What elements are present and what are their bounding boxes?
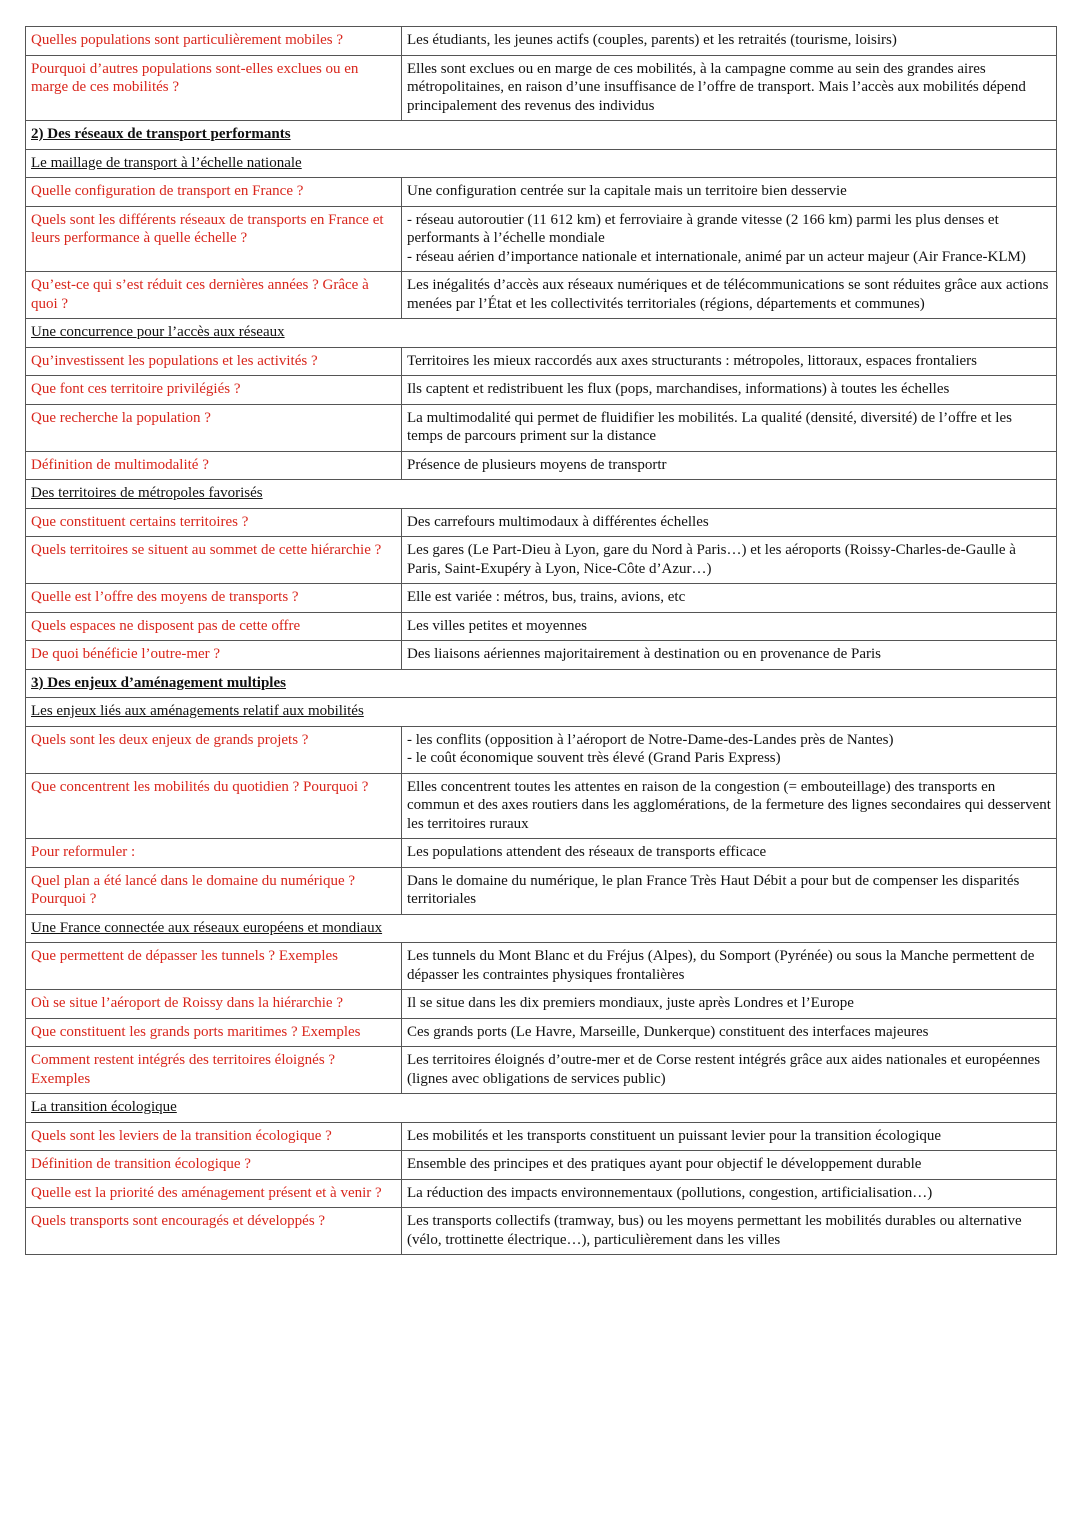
qa-row (26, 773, 1057, 839)
answer-line: La réduction des impacts environnementaux (pollutions, congestion, artificialisation…) (407, 1184, 933, 1201)
answer-line: Ils captent et redistribuent les flux (pops, marchandises, informations) à toutes les échelles (407, 381, 950, 397)
question-cell: Quels espaces ne disposent pas de cette offre (26, 612, 402, 641)
answer-cell (402, 1122, 1057, 1151)
answer-cell (402, 1208, 1057, 1255)
subsection-heading: Des territoires de métropoles favorisés (26, 480, 1057, 509)
revision-table (25, 26, 1057, 1255)
answer-line: Elles sont exclues ou en marge de ces mobilités, à la campagne comme au sein des grandes aires métropolitaines, en raison d’une insuffisance de l’offre de transport. Mais l’accès aux mobilités dépend principalement des revenus des individus (407, 60, 1026, 114)
subsection-heading-row (26, 319, 1057, 348)
answer-line: Les territoires éloignés d’outre-mer et de Corse restent intégrés grâce aux aides nationales et européennes (lignes avec obligations de services public) (407, 1052, 1041, 1087)
question-cell: Quelle est la priorité des aménagement présent et à venir ? (26, 1179, 402, 1208)
subsection-heading: Une concurrence pour l’accès aux réseaux (26, 319, 1057, 348)
qa-row (26, 1122, 1057, 1151)
answer-line: - réseau autoroutier (11 612 km) et ferroviaire à grande vitesse (2 166 km) parmi les plus denses et performants à l’échelle mondiale (407, 211, 999, 246)
question-cell: Que font ces territoire privilégiés ? (26, 376, 402, 405)
answer-cell (402, 404, 1057, 451)
answer-cell (402, 537, 1057, 584)
qa-row (26, 726, 1057, 773)
qa-row (26, 990, 1057, 1019)
answer-line: Ensemble des principes et des pratiques ayant pour objectif le développement durable (407, 1156, 922, 1172)
qa-row (26, 1179, 1057, 1208)
answer-line: La multimodalité qui permet de fluidifier les mobilités. La qualité (densité, diversité) de l’offre et les temps de parcours priment sur la distance (407, 409, 1012, 444)
section-heading-row (26, 669, 1057, 698)
answer-cell (402, 990, 1057, 1019)
question-cell: Quels sont les leviers de la transition écologique ? (26, 1122, 402, 1151)
answer-cell (402, 178, 1057, 207)
subsection-heading-row (26, 149, 1057, 178)
answer-cell (402, 27, 1057, 56)
question-cell: Qu’investissent les populations et les activités ? (26, 347, 402, 376)
qa-row (26, 27, 1057, 56)
answer-cell (402, 206, 1057, 272)
qa-row (26, 272, 1057, 319)
answer-cell (402, 943, 1057, 990)
answer-line: - les conflits (opposition à l’aéroport de Notre-Dame-des-Landes près de Nantes) (407, 731, 894, 748)
subsection-heading: La transition écologique (26, 1094, 1057, 1123)
qa-row (26, 508, 1057, 537)
qa-row (26, 1047, 1057, 1094)
question-cell: Quelle configuration de transport en France ? (26, 178, 402, 207)
qa-row (26, 612, 1057, 641)
answer-line: Les gares (Le Part-Dieu à Lyon, gare du Nord à Paris…) et les aéroports (Roissy-Charles-de-Gaulle à Paris, Saint-Exupéry à Lyon, Nice-Côte d’Azur…) (407, 542, 1016, 577)
answer-line: Les inégalités d’accès aux réseaux numériques et de télécommunications se sont réduites grâce aux actions menées par l’État et les collectivités territoriales (régions, départements et communes) (407, 277, 1049, 312)
answer-line: Les étudiants, les jeunes actifs (couples, parents) et les retraités (tourisme, loisirs) (407, 32, 897, 48)
section-heading-row (26, 121, 1057, 150)
question-cell: Quels sont les différents réseaux de transports en France et leurs performance à quelle échelle ? (26, 206, 402, 272)
answer-cell (402, 1151, 1057, 1180)
answer-line: Elles concentrent toutes les attentes en raison de la congestion (= embouteillage) des transports en commun et des axes routiers dans les agglomérations, de la fermeture des lignes secondaires qui desservent les territoires ruraux (407, 778, 1051, 832)
answer-cell (402, 1047, 1057, 1094)
answer-line: Il se situe dans les dix premiers mondiaux, juste après Londres et l’Europe (407, 995, 854, 1011)
answer-cell (402, 272, 1057, 319)
answer-cell (402, 376, 1057, 405)
answer-line: Les mobilités et les transports constituent un puissant levier pour la transition écologique (407, 1127, 942, 1144)
question-cell: Où se situe l’aéroport de Roissy dans la hiérarchie ? (26, 990, 402, 1019)
question-cell: Que constituent les grands ports maritimes ? Exemples (26, 1018, 402, 1047)
qa-row (26, 451, 1057, 480)
answer-cell (402, 584, 1057, 613)
answer-cell (402, 867, 1057, 914)
qa-row (26, 178, 1057, 207)
answer-line: Les transports collectifs (tramway, bus) ou les moyens permettant les mobilités durables ou alternative (vélo, trottinette électrique…), particulièrement dans les villes (407, 1213, 1022, 1248)
question-cell: Définition de multimodalité ? (26, 451, 402, 480)
qa-row (26, 867, 1057, 914)
answer-line: Les tunnels du Mont Blanc et du Fréjus (Alpes), du Somport (Pyrénée) ou sous la Manche permettent de dépasser les contraintes physiques frontalières (407, 948, 1035, 983)
qa-row (26, 55, 1057, 121)
answer-cell (402, 773, 1057, 839)
question-cell: Quels sont les deux enjeux de grands projets ? (26, 726, 402, 773)
answer-cell (402, 839, 1057, 868)
qa-row (26, 641, 1057, 670)
answer-cell (402, 1179, 1057, 1208)
qa-row (26, 206, 1057, 272)
question-cell: Que concentrent les mobilités du quotidien ? Pourquoi ? (26, 773, 402, 839)
answer-line: Dans le domaine du numérique, le plan France Très Haut Débit a pour but de compenser les disparités territoriales (407, 872, 1020, 907)
subsection-heading: Une France connectée aux réseaux européens et mondiaux (26, 914, 1057, 943)
question-cell: Que permettent de dépasser les tunnels ? Exemples (26, 943, 402, 990)
question-cell: Que constituent certains territoires ? (26, 508, 402, 537)
answer-cell (402, 347, 1057, 376)
question-cell: Pour reformuler : (26, 839, 402, 868)
question-cell: Pourquoi d’autres populations sont-elles exclues ou en marge de ces mobilités ? (26, 55, 402, 121)
answer-cell (402, 612, 1057, 641)
answer-line: Une configuration centrée sur la capitale mais un territoire bien desservie (407, 183, 847, 199)
section-heading: 3) Des enjeux d’aménagement multiples (26, 669, 1057, 698)
answer-cell (402, 508, 1057, 537)
answer-line: Ces grands ports (Le Havre, Marseille, Dunkerque) constituent des interfaces majeures (407, 1023, 929, 1040)
qa-row (26, 1208, 1057, 1255)
qa-row (26, 347, 1057, 376)
question-cell: Définition de transition écologique ? (26, 1151, 402, 1180)
subsection-heading: Le maillage de transport à l’échelle nationale (26, 149, 1057, 178)
answer-line: Les villes petites et moyennes (407, 617, 587, 634)
subsection-heading: Les enjeux liés aux aménagements relatif aux mobilités (26, 698, 1057, 727)
answer-line: - réseau aérien d’importance nationale et internationale, animé par un acteur majeur (Air France-KLM) (407, 248, 1026, 265)
question-cell: Quelle est l’offre des moyens de transports ? (26, 584, 402, 613)
subsection-heading-row (26, 914, 1057, 943)
qa-row (26, 584, 1057, 613)
answer-line: Elle est variée : métros, bus, trains, avions, etc (407, 589, 686, 605)
answer-cell (402, 451, 1057, 480)
qa-row (26, 537, 1057, 584)
qa-row (26, 943, 1057, 990)
qa-row (26, 839, 1057, 868)
qa-row (26, 1151, 1057, 1180)
question-cell: Quel plan a été lancé dans le domaine du numérique ? Pourquoi ? (26, 867, 402, 914)
subsection-heading-row (26, 1094, 1057, 1123)
question-cell: Quels transports sont encouragés et développés ? (26, 1208, 402, 1255)
answer-line: Présence de plusieurs moyens de transportr (407, 456, 667, 473)
question-cell: Comment restent intégrés des territoires éloignés ? Exemples (26, 1047, 402, 1094)
qa-row (26, 376, 1057, 405)
question-cell: Que recherche la population ? (26, 404, 402, 451)
qa-row (26, 404, 1057, 451)
answer-cell (402, 1018, 1057, 1047)
qa-row (26, 1018, 1057, 1047)
answer-cell (402, 55, 1057, 121)
section-heading: 2) Des réseaux de transport performants (26, 121, 1057, 150)
question-cell: Qu’est-ce qui s’est réduit ces dernières années ? Grâce à quoi ? (26, 272, 402, 319)
subsection-heading-row (26, 480, 1057, 509)
question-cell: Quels territoires se situent au sommet de cette hiérarchie ? (26, 537, 402, 584)
question-cell: Quelles populations sont particulièrement mobiles ? (26, 27, 402, 56)
answer-cell (402, 641, 1057, 670)
subsection-heading-row (26, 698, 1057, 727)
table-body (26, 27, 1057, 1255)
answer-line: Territoires les mieux raccordés aux axes structurants : métropoles, littoraux, espaces frontaliers (407, 352, 977, 369)
answer-line: Les populations attendent des réseaux de transports efficace (407, 844, 767, 860)
answer-cell (402, 726, 1057, 773)
answer-line: - le coût économique souvent très élevé (Grand Paris Express) (407, 750, 781, 766)
question-cell: De quoi bénéficie l’outre-mer ? (26, 641, 402, 670)
answer-line: Des liaisons aériennes majoritairement à destination ou en provenance de Paris (407, 646, 882, 662)
answer-line: Des carrefours multimodaux à différentes échelles (407, 513, 709, 530)
